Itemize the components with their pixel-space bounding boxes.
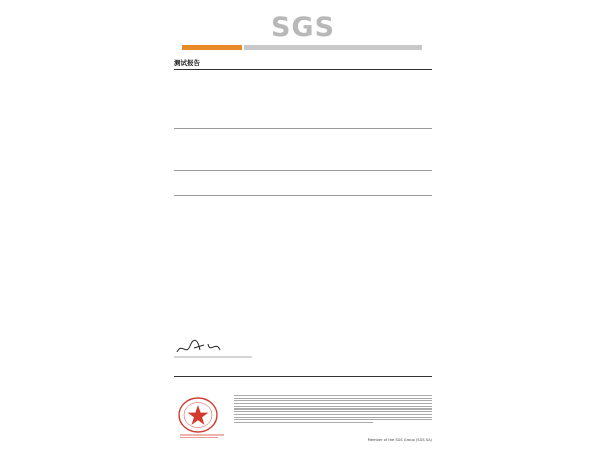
table-row: [174, 178, 432, 186]
member-of-sgs: Member of the SGS Group (SGS SA): [367, 438, 432, 442]
header-rule: [174, 69, 432, 70]
table-row: [174, 187, 432, 195]
logo-bar-gray: [244, 45, 422, 50]
table-row: [174, 162, 432, 170]
report-title: 测试报告: [174, 59, 200, 67]
table-intro: [174, 120, 432, 128]
sample-info-table: [174, 120, 432, 225]
table-rule: [174, 128, 432, 129]
terms-and-conditions: [234, 395, 432, 435]
handwritten-signature: [174, 336, 254, 366]
table-row: [174, 145, 432, 153]
logo-text: SGS: [270, 12, 336, 43]
logo-bar-orange: [182, 45, 242, 50]
table-row: [174, 128, 432, 136]
sgs-logo: [168, 12, 438, 52]
table-row: [174, 136, 432, 144]
table-rule: [174, 195, 432, 196]
company-seal-stamp: [174, 395, 226, 439]
table-row-conclusion: [174, 195, 432, 225]
logo-bar: [182, 45, 422, 50]
table-row: [174, 153, 432, 161]
footer: [174, 393, 432, 443]
report-page: [168, 0, 438, 450]
table-row: [174, 170, 432, 178]
fine-rule: [174, 376, 432, 377]
table-rule: [174, 170, 432, 171]
